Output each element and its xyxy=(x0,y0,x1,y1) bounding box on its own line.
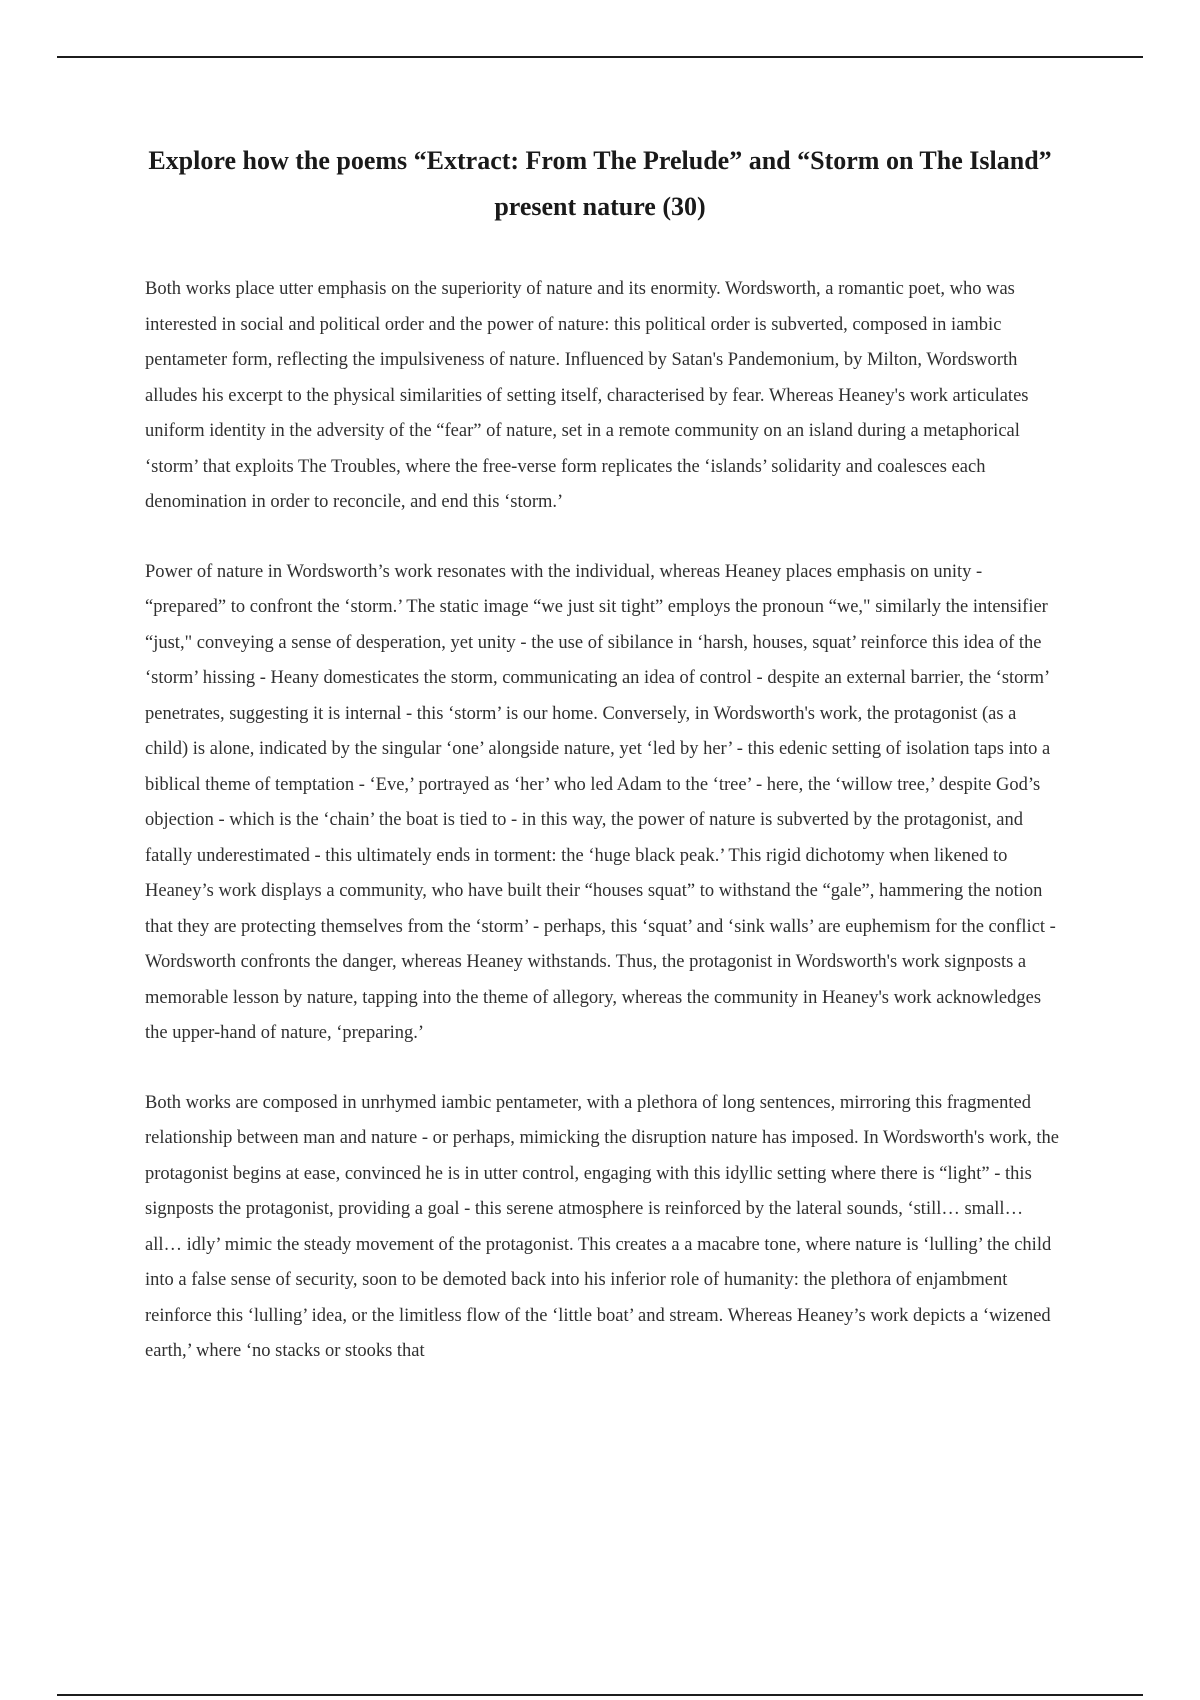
paragraph-1: Both works place utter emphasis on the superiority of nature and its enormity. Wordsworth, a romantic poet, who was interested in social and political order and the power of nature: this political order is subverted, composed in iambic pentameter form, reflecting the impulsiveness of nature. Influenced by Satan's Pandemonium, by Milton, Wordsworth alludes his excerpt to the physical similarities of setting itself, characterised by fear. Whereas Heaney's work articulates uniform identity in the adversity of the “fear” of nature, set in a remote community on an island during a metaphorical ‘storm’ that exploits The Troubles, where the free-verse form replicates the ‘islands’ solidarity and coalesces each denomination in order to reconcile, and end this ‘storm.’ xyxy=(145,279,1029,512)
bottom-rule xyxy=(57,1694,1143,1696)
essay-title: Explore how the poems “Extract: From The Prelude” and “Storm on The Island” present nature (30) xyxy=(148,146,1052,221)
paragraph-2: Power of nature in Wordsworth’s work resonates with the individual, whereas Heaney places emphasis on unity - “prepared” to confront the ‘storm.’ The static image “we just sit tight” employs the pronoun “we," similarly the intensifier “just," conveying a sense of desperation, yet unity - the use of sibilance in ‘harsh, houses, squat’ reinforce this idea of the ‘storm’ hissing - Heany domesticates the storm, communicating an idea of control - despite an external barrier, the ‘storm’ penetrates, suggesting it is internal - this ‘storm’ is our home. Conversely, in Wordsworth's work, the protagonist (as a child) is alone, indicated by the singular ‘one’ alongside nature, yet ‘led by her’ - this edenic setting of isolation taps into a biblical theme of temptation - ‘Eve,’ portrayed as ‘her’ who led Adam to the ‘tree’ - here, the ‘willow tree,’ despite God’s objection - which is the ‘chain’ the boat is tied to - in this way, the power of nature is subverted by the protagonist, and fatally underestimated - this ultimately ends in torment: the ‘huge black peak.’ This rigid dichotomy when likened to Heaney’s work displays a community, who have built their “houses squat” to withstand the “gale”, hammering the notion that they are protecting themselves from the ‘storm’ - perhaps, this ‘squat’ and ‘sink walls’ are euphemism for the conflict - Wordsworth confronts the danger, whereas Heaney withstands. Thus, the protagonist in Wordsworth's work signposts a memorable lesson by nature, tapping into the theme of allegory, whereas the community in Heaney's work acknowledges the upper-hand of nature, ‘preparing.’ xyxy=(145,561,1056,1043)
top-rule xyxy=(57,56,1143,58)
essay-body xyxy=(145,272,1060,1404)
paragraph-3: Both works are composed in unrhymed iambic pentameter, with a plethora of long sentences, mirroring this fragmented relationship between man and nature - or perhaps, mimicking the disruption nature has imposed. In Wordsworth's work, the protagonist begins at ease, convinced he is in utter control, engaging with this idyllic setting where there is “light” - this signposts the protagonist, providing a goal - this serene atmosphere is reinforced by the lateral sounds, ‘still… small… all… idly’ mimic the steady movement of the protagonist. This creates a a macabre tone, where nature is ‘lulling’ the child into a false sense of security, soon to be demoted back into his inferior role of humanity: the plethora of enjambment reinforce this ‘lulling’ idea, or the limitless flow of the ‘little boat’ and stream. Whereas Heaney’s work depicts a ‘wizened earth,’ where ‘no stacks or stooks that xyxy=(145,1092,1059,1361)
